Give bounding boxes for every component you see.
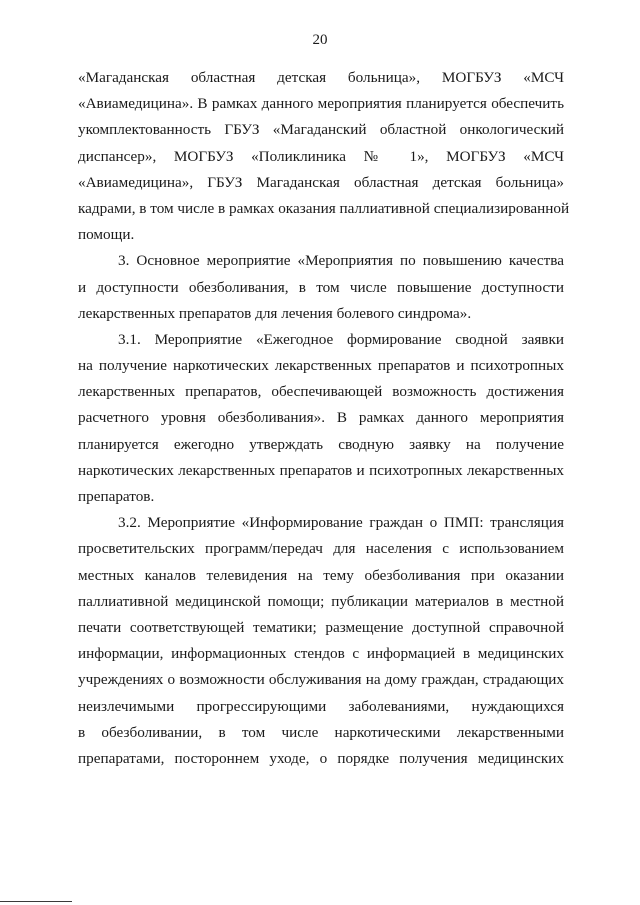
text-line: 3. Основное мероприятие «Мероприятия по повышению качества <box>118 252 564 270</box>
text-line: 3.1. Мероприятие «Ежегодное формирование сводной заявки <box>118 330 564 348</box>
text-line: «Магаданская областная детская больница», МОГБУЗ «МСЧ <box>78 69 564 86</box>
text-line: диспансер», МОГБУЗ «Поликлиника № 1», МОГБУЗ «МСЧ <box>78 147 564 165</box>
text-line: укомплектованность ГБУЗ «Магаданский областной онкологический <box>78 121 564 139</box>
footer-rule <box>0 901 72 902</box>
text-line: учреждениях о возможности обслуживания на дому граждан, страдающих <box>78 671 564 689</box>
text-line: лекарственных препаратов, обеспечивающей возможность достижения <box>78 383 564 401</box>
text-line: кадрами, в том числе в рамках оказания паллиативной специализированной <box>78 199 570 217</box>
body-text <box>78 65 570 772</box>
text-line: и доступности обезболивания, в том числе повышение доступности <box>78 278 564 296</box>
text-line: наркотических лекарственных препаратов и психотропных лекарственных <box>78 461 564 479</box>
text-line: препаратов. <box>78 488 155 505</box>
text-line: просветительских программ/передач для населения с использованием <box>78 540 564 558</box>
text-line: паллиативной медицинской помощи; публикации материалов в местной <box>78 592 564 610</box>
text-line: расчетного уровня обезболивания». В рамках данного мероприятия <box>78 409 564 427</box>
text-line: лекарственных препаратов для лечения болевого синдрома». <box>78 304 472 322</box>
text-line: помощи. <box>78 226 135 244</box>
text-line: «Авиамедицина», ГБУЗ Магаданская областная детская больница» <box>78 173 564 191</box>
text-line: печати соответствующей тематики; размещение доступной справочной <box>78 618 564 636</box>
text-line: на получение наркотических лекарственных препаратов и психотропных <box>78 357 564 375</box>
text-line: информации, информационных стендов с информацией в медицинских <box>78 645 564 663</box>
text-line: 3.2. Мероприятие «Информирование граждан о ПМП: трансляция <box>118 514 564 532</box>
text-line: местных каналов телевидения на тему обезболивания при оказании <box>78 566 564 584</box>
page-number: 20 <box>312 32 328 48</box>
text-line: в обезболивании, в том числе наркотическими лекарственными <box>78 723 564 741</box>
text-line: «Авиамедицина». В рамках данного мероприятия планируется обеспечить <box>78 95 564 113</box>
text-line: неизлечимыми прогрессирующими заболеваниями, нуждающихся <box>78 697 564 715</box>
text-line: планируется ежегодно утверждать сводную заявку на получение <box>78 435 564 453</box>
text-line: препаратами, постороннем уходе, о порядке получения медицинских <box>78 749 564 767</box>
